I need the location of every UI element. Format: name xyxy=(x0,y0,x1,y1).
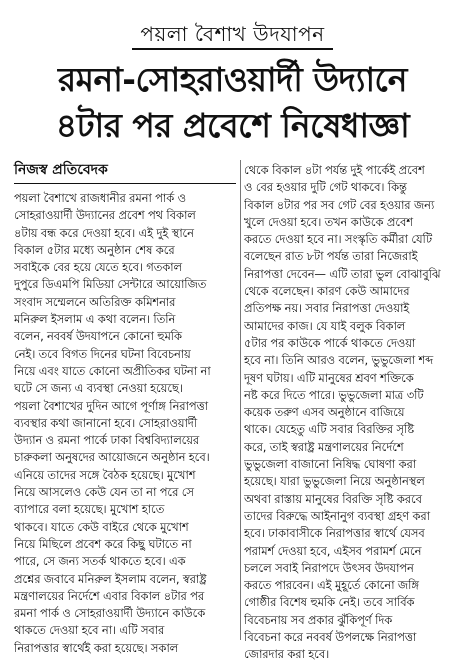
kicker: পয়লা বৈশাখ উদযাপন xyxy=(132,22,332,50)
article-line: করতে পারবেন। এই মুহূর্তে কোনো জঙ্গি xyxy=(244,578,419,593)
article-line: চললে সবাই নিরাপদে উৎসব উদযাপন xyxy=(244,560,414,575)
article-line: উদ্যান ও রমনা পার্কে ঢাকা বিশ্ববিদ্যালয়ের xyxy=(14,433,200,448)
article-line: কয়েক তরুণ এসব অনুষ্ঠানে বাজিয়ে xyxy=(244,405,405,420)
article-line: পয়লা বৈশাখের দুদিন আগে পূর্ণাঙ্গ নিরাপত্তা xyxy=(14,398,208,413)
article-line: হবে না। তিনি আরও বলেন, ভুভুজেলা শব্দ xyxy=(244,353,434,368)
column-divider xyxy=(240,160,241,640)
article-column-1 xyxy=(14,190,236,657)
article-line: বিবেচনা করে নববর্ষ উপলক্ষে নিরাপত্তা xyxy=(244,630,417,645)
article-line: ঘটে সে জন্য এ ব্যবস্থা নেওয়া হয়েছে। xyxy=(14,381,183,396)
article-line: হবে। ঢাকাবাসীকে নিরাপত্তার স্বার্থে যেসব xyxy=(244,526,425,541)
article-line: নিয়ে আসলেও কেউ যেন তা না পরে সে xyxy=(14,485,194,500)
article-line: হয়েছে। যারা ভুভুজেলা নিয়ে অনুষ্ঠানস্থল xyxy=(244,474,425,489)
kicker-wrapper xyxy=(0,22,465,50)
article-line: ব্যাপারে বলা হয়েছে। মুখোশ হাতে xyxy=(14,502,165,517)
article-line: থাকবে। যাতে কেউ বাইরে থেকে মুখোশ xyxy=(14,519,189,534)
article-line: ও বের হওয়ার দুটি গেট থাকবে। কিন্তু xyxy=(244,180,407,195)
article-line: চারুকলা অনুষদের আয়োজনে অনুষ্ঠান হবে। xyxy=(14,450,210,465)
article-line: ব্যবস্থার কথা জানানো হবে। সোহরাওয়ার্দী xyxy=(14,415,197,430)
article-line: অথবা রাস্তায় মানুষের বিরক্তি সৃষ্টি করবে xyxy=(244,491,422,506)
article-line: বলেছেন রাত ৮টা পর্যন্ত তারা নিজেরাই xyxy=(244,249,418,264)
article-line: প্রশ্নের জবাবে মনিরুল ইসলাম বলেন, স্বরাষ্ট্র xyxy=(14,571,207,586)
article-line: করে, তাই স্বরাষ্ট্র মন্ত্রণালয়ের নির্দেশে xyxy=(244,439,404,454)
article-line: বিকাল ৪টার পর সব গেট বের হওয়ার জন্য xyxy=(244,197,435,212)
article-line: গোষ্ঠীর বিশেষ হুমকি নেই। তবে সার্বিক xyxy=(244,595,415,610)
article-line: ৫টার পর কাউকে পার্কে থাকতে দেওয়া xyxy=(244,335,416,350)
article-line: এনিয়ে তাদের সঙ্গে বৈঠক হয়েছে। মুখোশ xyxy=(14,467,196,482)
headline-line-1: রমনা-সোহরাওয়ার্দী উদ্যানে xyxy=(58,60,407,99)
article-line: ৪টায় বন্ধ করে দেওয়া হবে। এই দুই স্থানে xyxy=(14,225,194,240)
article-line: করতে দেওয়া হবে না। সংস্কৃতি কর্মীরা যেটি xyxy=(244,232,432,247)
article-line: থাকতে দেওয়া হবে না। এটি সবার xyxy=(14,623,165,638)
article-line: নেই। তবে বিগত দিনের ঘটনা বিবেচনায় xyxy=(14,346,191,361)
article-line: ভুভুজেলা বাজানো নিষিদ্ধ ঘোষণা করা xyxy=(244,457,417,472)
article-line: থেকে বিকাল ৪টা পর্যন্ত দুই পার্কেই প্রবেশ xyxy=(244,163,425,177)
article-line: নিরাপত্তা দেবেন— এটি তারা ভুল বোঝাবুঝি xyxy=(244,266,441,281)
article-line: তাদের বিরুদ্ধে আইনানুগ ব্যবস্থা গ্রহণ করা xyxy=(244,508,430,523)
article-line: জোরদার করা হবে। xyxy=(244,647,330,662)
article-line: থাকে। যেহেতু এটি সবার বিরক্তির সৃষ্টি xyxy=(244,422,414,437)
headline-line-2: ৪টার পর প্রবেশে নিষেধাজ্ঞা xyxy=(55,106,410,145)
article-line: বলেন, নববর্ষ উদযাপনে কোনো হুমকি xyxy=(14,329,182,344)
article-line: সোহরাওয়ার্দী উদ্যানের প্রবেশ পথ বিকাল xyxy=(14,208,196,223)
article-line: সবাইকে বের হয়ে যেতে হবে। গতকাল xyxy=(14,260,182,275)
byline: নিজস্ব প্রতিবেদক xyxy=(14,160,236,184)
article-line: মনিরুল ইসলাম এ কথা বলেন। তিনি xyxy=(14,312,176,327)
article-line: দূষণ ঘটায়। এটি মানুষের শ্রবণ শক্তিকে xyxy=(244,370,414,385)
article-line: নষ্ট করে দিতে পারে। ভুভুজেলা মাত্র ৩টি xyxy=(244,387,424,402)
article-column-2 xyxy=(244,162,454,664)
article-line: সংবাদ সম্মেলনে অতিরিক্ত কমিশনার xyxy=(14,294,176,309)
article-line: বিবেচনায় সব প্রকার ঝুঁকিপূর্ণ দিক xyxy=(244,612,393,627)
article-line: পরামর্শ দেওয়া হবে, এইসব পরামর্শ মেনে xyxy=(244,543,422,558)
article-line: রমনা পার্ক ও সোহরাওয়ার্দী উদ্যানে কাউকে xyxy=(14,606,206,621)
article-line: নিরাপত্তার স্বার্থেই করা হয়েছে। সকাল xyxy=(14,640,179,655)
article-line: বিকাল ৫টার মধ্যে অনুষ্ঠান শেষ করে xyxy=(14,242,175,257)
article-line: থেকে বলেছেন। কারণ কেউ আমাদের xyxy=(244,284,410,299)
article-line: আমাদের কাজ। যে যাই বলুক বিকাল xyxy=(244,318,406,333)
article-line: মন্ত্রণালয়ের নির্দেশে এবার বিকাল ৪টার পর xyxy=(14,588,205,603)
article-line: নিয়ে মিছিলে প্রবেশ করে কিছু ঘটাতে না xyxy=(14,536,192,551)
article-line: দুপুরে ডিএমপি মিডিয়া সেন্টারে আয়োজিত xyxy=(14,277,207,292)
article-line: খুলে দেওয়া হবে। তখন কাউকে প্রবেশ xyxy=(244,214,413,229)
article-line: নিয়ে এবং যাতে কোনো অপ্রীতিকর ঘটনা না xyxy=(14,363,211,378)
article-line: প্রতিপক্ষ নয়। সবার নিরাপত্তা দেওয়াই xyxy=(244,301,410,316)
article-line: পারে, সে জন্য সতর্ক থাকতে হবে। এক xyxy=(14,554,186,569)
article-line: পয়লা বৈশাখে রাজধানীর রমনা পার্ক ও xyxy=(14,191,186,205)
